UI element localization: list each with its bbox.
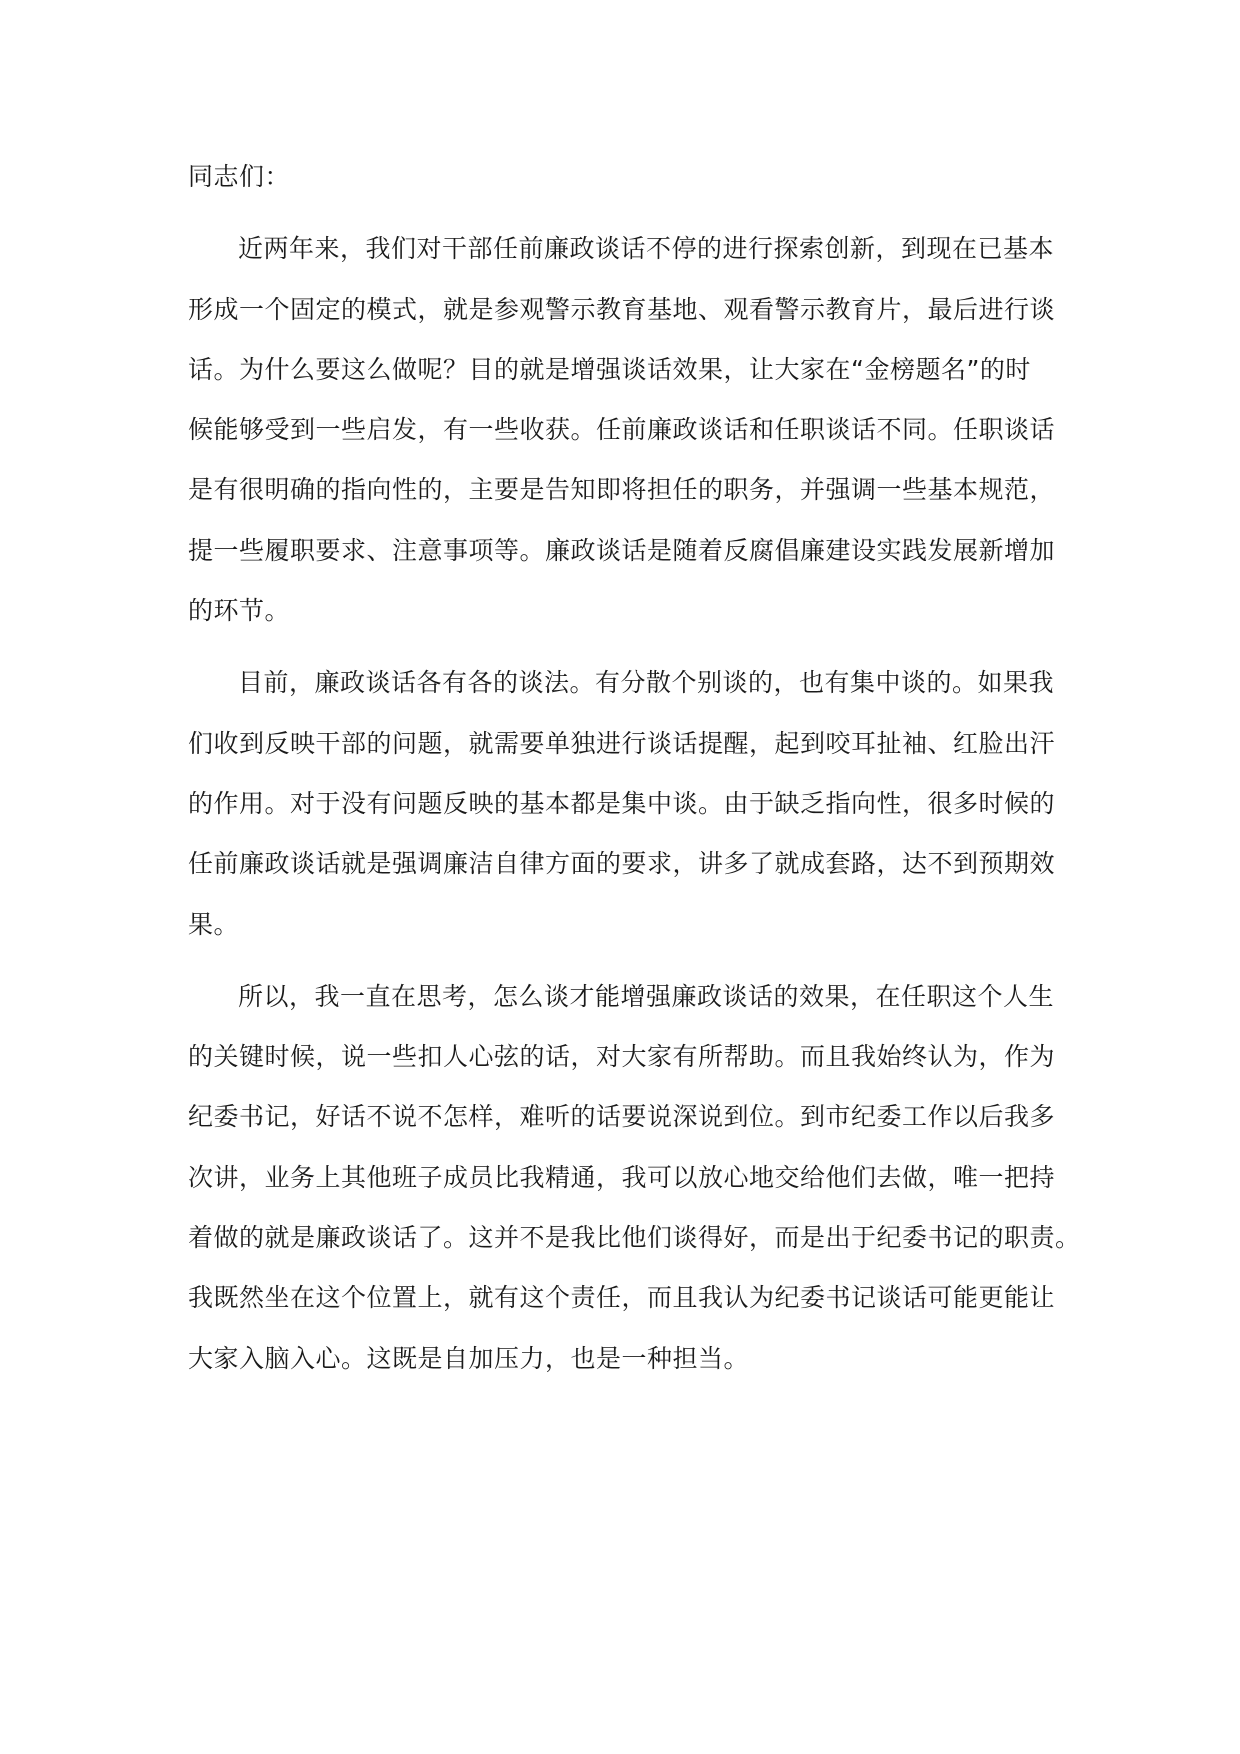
salutation: 同志们： [188, 162, 291, 191]
paragraph-line: 所以，我一直在思考，怎么谈才能增强廉政谈话的效果，在任职这个人生 [238, 982, 1055, 1011]
paragraph-line: 我既然坐在这个位置上，就有这个责任，而且我认为纪委书记谈话可能更能让 [188, 1283, 1056, 1312]
paragraph-line: 提一些履职要求、注意事项等。廉政谈话是随着反腐倡廉建设实践发展新增加 [188, 536, 1056, 565]
paragraph-line: 大家入脑入心。这既是自加压力，也是一种担当。 [188, 1344, 750, 1373]
paragraph-line: 着做的就是廉政谈话了。这并不是我比他们谈得好，而是出于纪委书记的职责。 [188, 1223, 1081, 1252]
paragraph-line: 次讲，业务上其他班子成员比我精通，我可以放心地交给他们去做，唯一把持 [188, 1163, 1056, 1192]
paragraph-line: 候能够受到一些启发，有一些收获。任前廉政谈话和任职谈话不同。任职谈话 [188, 415, 1056, 444]
paragraph-line: 纪委书记，好话不说不怎样，难听的话要说深说到位。到市纪委工作以后我多 [188, 1102, 1056, 1131]
paragraph-line: 任前廉政谈话就是强调廉洁自律方面的要求，讲多了就成套路，达不到预期效 [188, 849, 1056, 878]
paragraph-line: 是有很明确的指向性的，主要是告知即将担任的职务，并强调一些基本规范， [188, 475, 1056, 504]
paragraph-line: 形成一个固定的模式，就是参观警示教育基地、观看警示教育片，最后进行谈 [188, 295, 1056, 324]
paragraph-line: 的环节。 [188, 596, 291, 625]
paragraph-line: 目前，廉政谈话各有各的谈法。有分散个别谈的，也有集中谈的。如果我 [238, 668, 1055, 697]
paragraph-line: 话。为什么要这么做呢？目的就是增强谈话效果，让大家在“金榜题名”的时 [188, 355, 1031, 384]
paragraph-line: 果。 [188, 910, 240, 939]
paragraph-line: 的作用。对于没有问题反映的基本都是集中谈。由于缺乏指向性，很多时候的 [188, 789, 1056, 818]
paragraph-line: 们收到反映干部的问题，就需要单独进行谈话提醒，起到咬耳扯袖、红脸出汗 [188, 729, 1056, 758]
paragraph-line: 的关键时候，说一些扣人心弦的话，对大家有所帮助。而且我始终认为，作为 [188, 1042, 1056, 1071]
paragraph-line: 近两年来，我们对干部任前廉政谈话不停的进行探索创新，到现在已基本 [238, 234, 1055, 263]
